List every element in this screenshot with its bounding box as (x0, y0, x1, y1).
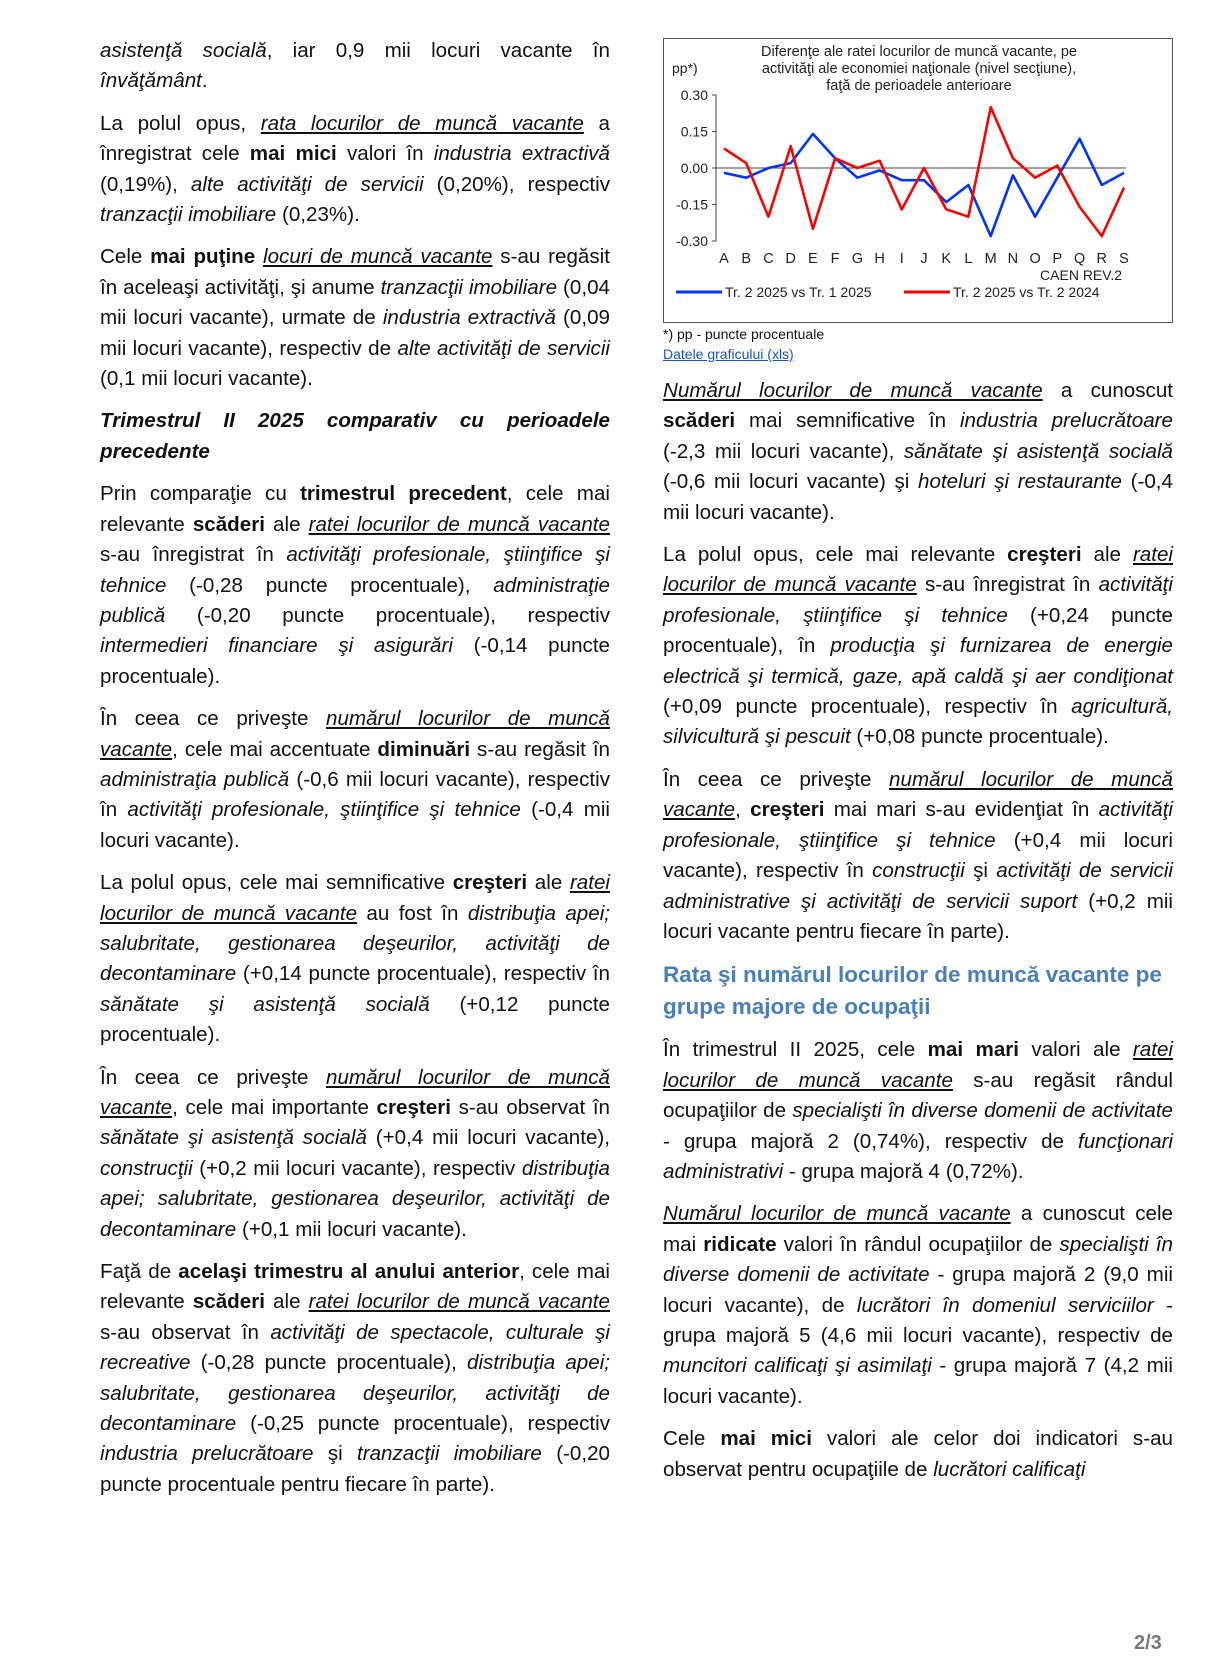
text-span: (+0,08 puncte procentuale). (850, 725, 1109, 749)
text-span: tranzacţii imobiliare (380, 275, 558, 299)
section-title: Rata şi numărul locurilor de muncă vacante pe grupe majore de ocupaţii (663, 962, 1162, 1020)
text-span: şi (964, 859, 997, 883)
paragraph (100, 36, 610, 97)
text-span: . (201, 69, 208, 93)
text-span: a cunoscut cele mai (663, 1202, 1174, 1256)
text-span: industria extractivă (433, 142, 610, 166)
text-span: tranzacţii imobiliare (100, 203, 277, 227)
text-span: (-0,6 mii locuri vacante), respectiv în (100, 767, 610, 822)
text-span: agricultură, silvicultură şi pescuit (663, 695, 1173, 749)
text-span: În ceea ce priveşte (100, 707, 327, 731)
text-span: (-0,28 puncte procentuale), (190, 1351, 468, 1375)
text-span: distribuţia apei; salubritate, gestionarea deşeurilor, activităţi de decontaminare (100, 901, 610, 986)
text-span (255, 245, 263, 268)
text-span: activităţi profesionale, ştiinţifice şi tehnice (663, 573, 1173, 627)
text-span: mai semnificative în (735, 409, 960, 433)
text-span: , (735, 798, 751, 822)
text-span: (+0,09 puncte procentuale), respectiv în (663, 695, 1072, 719)
text-span: , cele mai importante (172, 1096, 377, 1119)
text-span: - grupa majoră 2 (0,74%), respectiv de (663, 1129, 1078, 1153)
x-tick-label: L (964, 251, 973, 267)
text-span: ratei locurilor de muncă vacante (663, 543, 1173, 597)
text-span: industria extractivă (382, 306, 556, 330)
x-tick-label: F (830, 251, 840, 267)
text-span: , cele mai relevante (100, 482, 610, 536)
text-span: În ceea ce priveşte (100, 1065, 327, 1089)
text-span: numărul locurilor de muncă vacante (663, 767, 1173, 822)
text-span: lucrători în domeniul serviciilor (856, 1293, 1154, 1317)
text-span: - grupa majoră 5 (4,6 mii locuri vacante), respectiv de (663, 1293, 1173, 1347)
text-span: - grupa majoră 4 (0,72%). (783, 1159, 1024, 1183)
paragraph (663, 1199, 1173, 1412)
paragraph (663, 1035, 1173, 1187)
y-tick-label: -0.30 (676, 233, 708, 249)
paragraph (100, 704, 610, 856)
x-tick-label: B (741, 251, 752, 267)
text-span: - grupa majoră 7 (4,2 mii locuri vacante). (663, 1354, 1173, 1408)
legend-label: Tr. 2 2025 vs Tr. 2 2024 (953, 284, 1100, 300)
x-tick-label: P (1052, 251, 1063, 267)
x-tick-label: J (920, 251, 928, 267)
chart-title-line: faţă de perioadele anterioare (826, 78, 1012, 94)
text-span: sănătate şi asistenţă socială (100, 1126, 367, 1150)
text-span: Faţă de (100, 1260, 179, 1284)
text-span: (-0,20 puncte procentuale), respectiv (165, 603, 610, 627)
legend-label: Tr. 2 2025 vs Tr. 1 2025 (725, 284, 872, 300)
text-span: , iar 0,9 mii locuri vacante în (266, 39, 610, 62)
text-span: valori în (336, 142, 434, 166)
text-span: s-au observat în (100, 1320, 271, 1344)
paragraph (663, 540, 1173, 753)
left-column (100, 36, 610, 1512)
text-span: s-au observat în (450, 1096, 611, 1119)
text-span: La polul opus, cele mai relevante (663, 543, 1008, 567)
text-span: lucrători calificaţi (933, 1457, 1086, 1481)
x-tick-label: C (763, 251, 774, 267)
text-span: ridicate (703, 1232, 777, 1256)
text-span: Cele (663, 1427, 721, 1451)
line-chart (664, 39, 1172, 322)
y-tick-label: 0.15 (680, 123, 708, 140)
text-span: - grupa majoră 2 (9,0 mii locuri vacante), de (663, 1263, 1173, 1317)
text-span: ale (264, 1290, 309, 1314)
text-span: Cele (100, 245, 151, 269)
paragraph (100, 868, 610, 1050)
chart-title-line: Diferenţe ale ratei locurilor de muncă vacante, pe (761, 44, 1077, 60)
chart-container (663, 38, 1173, 323)
series-line-1 (724, 134, 1124, 236)
section-heading: Trimestrul II 2025 comparativ cu perioadele precedente (100, 409, 610, 463)
text-span: s-au înregistrat în (100, 543, 287, 567)
text-span: şi (313, 1442, 358, 1466)
text-span: (0,09 mii locuri vacante), respectiv de (100, 306, 610, 360)
text-span: La polul opus, (100, 111, 261, 135)
text-span: , cele mai relevante (100, 1260, 610, 1314)
text-span: s-au regăsit rândul ocupaţiilor de (663, 1068, 1173, 1123)
text-span: (+0,4 mii locuri vacante), (366, 1126, 611, 1150)
y-axis-label: pp*) (672, 60, 698, 76)
text-span: mai mari s-au evidenţiat în (824, 798, 1099, 822)
x-tick-label: O (1029, 251, 1041, 267)
text-span: (+0,1 mii locuri vacante). (236, 1217, 467, 1241)
text-span: ale (1081, 543, 1133, 567)
text-span: ratei locurilor de muncă vacante (100, 871, 610, 925)
x-tick-label: A (719, 251, 729, 267)
text-span: În ceea ce priveşte (663, 767, 890, 791)
text-span: alte activităţi de servicii (397, 336, 610, 360)
text-span: (-0,6 mii locuri vacante) şi (663, 470, 919, 494)
text-span: specialişti în diverse domenii de activitate (663, 1232, 1174, 1287)
x-tick-label: Q (1073, 251, 1086, 267)
text-span: (0,04 mii locuri vacante), urmate de (100, 275, 610, 330)
text-span: alte activităţi de servicii (190, 172, 424, 196)
text-span: creşteri (452, 871, 528, 895)
text-span: specialişti în diverse domenii de activitate (792, 1099, 1173, 1123)
page-number: 2/3 (1134, 1632, 1162, 1654)
text-span: Numărul locurilor de muncă vacante (663, 379, 1043, 402)
text-span: sănătate şi asistenţă socială (903, 439, 1173, 463)
chart-data-link[interactable]: Datele graficului (xls) (663, 346, 794, 362)
text-span: (+0,24 puncte procentuale), în (663, 603, 1173, 658)
x-tick-label: G (851, 251, 863, 267)
paragraph (100, 1063, 610, 1245)
text-span: numărul locurilor de muncă vacante (100, 707, 610, 761)
x-axis-label: CAEN REV.2 (1040, 267, 1122, 283)
text-span: (0,20%), respectiv (423, 172, 610, 196)
text-span: mai mari (927, 1038, 1020, 1062)
text-span: (-0,28 puncte procentuale), (166, 573, 494, 597)
text-span: diminuări (377, 737, 471, 761)
chart-title-line: activităţi ale economiei naţionale (nivel secţiune), (761, 61, 1077, 77)
text-span: (-0,4 mii locuri vacante). (100, 798, 610, 852)
text-span: construcţii (872, 859, 965, 883)
text-span: ale (527, 871, 570, 895)
y-tick-label: 0.30 (680, 87, 708, 103)
text-span: (-0,20 puncte procentuale pentru fiecare în parte). (100, 1442, 610, 1496)
text-span: mai mici (720, 1427, 812, 1451)
text-span: (-0,25 puncte procentuale), respectiv (236, 1412, 610, 1436)
text-span: scăderi (663, 409, 736, 433)
y-tick-label: 0.00 (680, 160, 708, 176)
text-span: distribuţia apei; salubritate, gestionarea deşeurilor, activităţi de decontaminare (100, 1156, 610, 1241)
x-tick-label: S (1119, 251, 1129, 267)
text-span: (0,1 mii locuri vacante). (100, 367, 313, 391)
text-span: mai mici (249, 142, 337, 166)
text-span: creşteri (376, 1096, 451, 1119)
series-line-2 (724, 107, 1124, 236)
text-span: (-0,4 mii locuri vacante). (663, 470, 1173, 524)
text-span: (+0,14 puncte procentuale), respectiv în (236, 962, 610, 986)
text-span: (+0,12 puncte procentuale). (100, 992, 610, 1047)
text-span: asistenţă socială (100, 39, 267, 62)
paragraph (100, 242, 610, 394)
text-span: scăderi (192, 1290, 265, 1314)
x-tick-label: D (785, 251, 796, 267)
text-span: a cunoscut (1042, 379, 1173, 402)
text-span: scăderi (192, 512, 265, 536)
x-tick-label: N (1007, 251, 1019, 267)
text-span: activităţi profesionale, ştiinţifice şi tehnice (663, 798, 1173, 852)
text-span: Numărul locurilor de muncă vacante (663, 1202, 1011, 1226)
text-span: producţia şi furnizarea de energie electrică şi termică, gaze, apă caldă şi aer condiţionat (663, 634, 1173, 688)
text-span: creşteri (1007, 543, 1082, 567)
text-span: industria prelucrătoare (100, 1442, 314, 1466)
text-span: s-au regăsit în aceleaşi activităţi, şi anume (100, 245, 610, 299)
text-span: (0,19%), (100, 172, 191, 196)
text-span: În trimestrul II 2025, cele (663, 1038, 928, 1062)
text-span: administraţie publică (100, 573, 610, 627)
x-tick-label: K (941, 251, 952, 267)
text-span: ale (264, 512, 309, 536)
text-span: sănătate şi asistenţă socială (100, 992, 430, 1016)
text-span: (+0,2 mii locuri vacante), respectiv (192, 1156, 522, 1180)
text-span: s-au regăsit în (470, 737, 611, 761)
text-span: activităţi de spectacole, culturale şi recreative (100, 1320, 611, 1375)
text-span: ratei locurilor de muncă vacante (663, 1038, 1173, 1092)
text-span: intermedieri financiare şi asigurări (100, 634, 453, 658)
paragraph (100, 109, 610, 231)
text-span: administraţia publică (100, 767, 290, 791)
chart-footnote: *) pp - puncte procentuale (663, 326, 825, 342)
paragraph (663, 1424, 1173, 1485)
text-span: activităţi profesionale, ştiinţifice şi tehnice (100, 543, 610, 597)
x-tick-label: M (984, 251, 997, 267)
x-tick-label: H (874, 251, 885, 267)
text-span: (-2,3 mii locuri vacante), (663, 439, 904, 463)
text-span: trimestrul precedent (300, 482, 507, 506)
text-span: ratei locurilor de muncă vacante (308, 1290, 610, 1314)
text-span: numărul locurilor de muncă vacante (100, 1065, 610, 1119)
text-span: funcţionari administrativi (663, 1129, 1173, 1183)
text-span: La polul opus, cele mai semnificative (100, 871, 453, 895)
text-span: activităţi profesionale, ştiinţifice şi tehnice (127, 798, 521, 822)
text-span: Prin comparaţie cu (100, 482, 301, 506)
text-span: valori în rândul ocupaţiilor de (776, 1232, 1060, 1256)
text-span: activităţi de servicii administrative şi activităţi de servicii suport (663, 859, 1174, 913)
paragraph (663, 765, 1173, 947)
text-span: (+0,2 mii locuri vacante pentru fiecare în parte). (663, 889, 1173, 943)
paragraph (663, 376, 1173, 528)
x-tick-label: I (899, 251, 904, 267)
text-span: au fost în (357, 901, 468, 925)
text-span: distribuţia apei; salubritate, gestionarea deşeurilor, activităţi de decontaminare (100, 1351, 610, 1436)
x-tick-label: R (1096, 251, 1108, 267)
text-span: tranzacţii imobiliare (357, 1442, 542, 1466)
x-tick-label: E (808, 251, 818, 267)
text-span: mai puţine (150, 245, 256, 269)
right-column (663, 376, 1173, 1497)
text-span: rata locurilor de muncă vacante (260, 111, 584, 135)
text-span: s-au înregistrat în (916, 573, 1099, 597)
y-tick-label: -0.15 (676, 196, 708, 213)
text-span: (0,23%). (276, 203, 360, 227)
text-span: (-0,14 puncte procentuale). (100, 634, 611, 688)
text-span: creşteri (750, 798, 825, 822)
text-span: industria prelucrătoare (959, 409, 1173, 433)
paragraph (100, 479, 610, 692)
text-span: construcţii (100, 1156, 193, 1180)
text-span: hoteluri şi restaurante (918, 470, 1122, 494)
text-span: muncitori calificaţi şi asimilaţi (663, 1354, 932, 1378)
text-span: acelaşi trimestru al anului anterior (178, 1260, 520, 1284)
text-span: valori ale (1019, 1038, 1133, 1062)
text-span: , cele mai accentuate (172, 737, 378, 761)
text-span: locuri de muncă vacante (263, 245, 493, 269)
text-span: învăţământ (100, 69, 202, 93)
text-span: ratei locurilor de muncă vacante (308, 512, 610, 536)
text-span: valori ale celor doi indicatori s-au observat pentru ocupaţiile de (663, 1427, 1173, 1481)
text-span: (+0,4 mii locuri vacante), respectiv în (663, 828, 1173, 883)
text-span: a înregistrat cele (100, 111, 610, 166)
paragraph (100, 1257, 610, 1500)
